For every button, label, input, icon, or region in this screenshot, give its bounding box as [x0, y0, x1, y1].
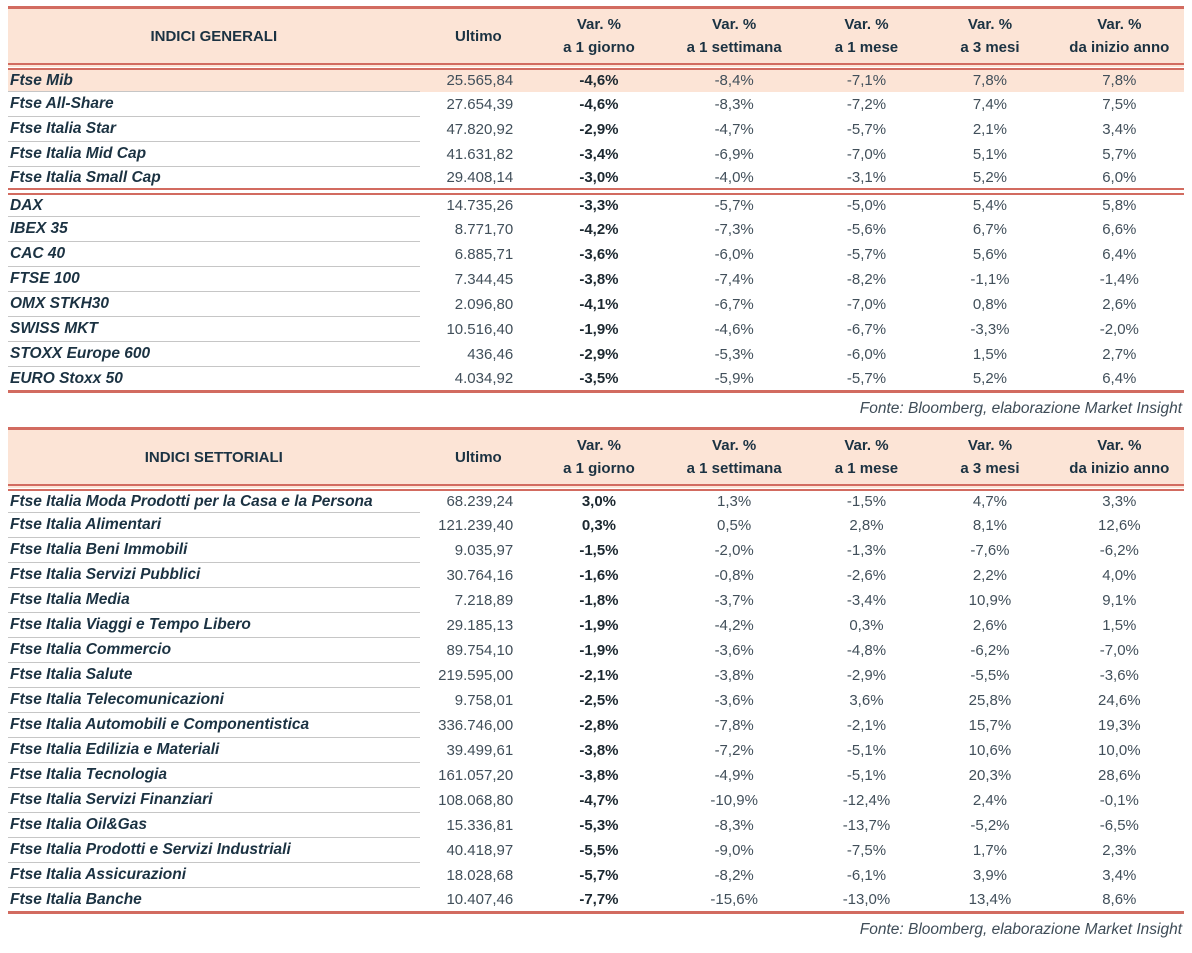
- ultimo-value: 25.565,84: [420, 67, 538, 92]
- var-value: 8,6%: [1055, 888, 1184, 913]
- index-name: Ftse Italia Mid Cap: [8, 142, 420, 167]
- var-value: -8,3%: [714, 816, 754, 834]
- var-value: 5,7%: [1102, 145, 1137, 163]
- table-title: INDICI SETTORIALI: [8, 429, 420, 488]
- table-row: [8, 317, 1184, 342]
- table-row: [8, 763, 1184, 788]
- ultimo-value: 161.057,20: [438, 766, 514, 784]
- var-value: -5,5%: [970, 666, 1010, 684]
- ultimo-value: 10.407,46: [420, 888, 538, 913]
- var-value: 7,4%: [972, 95, 1008, 113]
- var-value: -3,8%: [579, 766, 619, 784]
- table-row: [8, 563, 1184, 588]
- ultimo-value: 2.096,80: [454, 295, 514, 313]
- var-value: -1,5%: [846, 493, 887, 511]
- column-header-var-4: Var. % da inizio anno: [1055, 429, 1184, 488]
- var-value: -3,8%: [579, 270, 619, 288]
- var-value: -6,7%: [714, 295, 754, 313]
- table-row: [8, 538, 1184, 563]
- var-value: -8,2%: [846, 270, 887, 288]
- source-note: Fonte: Bloomberg, elaborazione Market Insight: [859, 921, 1182, 938]
- var-value: 2,6%: [1102, 295, 1137, 313]
- var-value: -5,1%: [846, 766, 887, 784]
- var-value: 3,6%: [849, 691, 884, 709]
- var-value: -5,3%: [714, 345, 754, 363]
- var-value: -2,5%: [579, 691, 619, 709]
- index-name: Ftse Italia Beni Immobili: [8, 538, 420, 563]
- var-value: 3,4%: [1102, 120, 1137, 138]
- column-header-var-2: Var. % a 1 mese: [808, 429, 926, 488]
- index-name: Ftse Italia Alimentari: [8, 513, 420, 538]
- var-value: 7,8%: [925, 67, 1054, 92]
- var-value: 0,3%: [581, 516, 617, 534]
- var-value: 4,7%: [972, 493, 1008, 511]
- var-value: -7,4%: [714, 270, 754, 288]
- var-value: 5,2%: [925, 367, 1054, 392]
- var-value: -4,9%: [714, 766, 754, 784]
- index-name: CAC 40: [8, 242, 420, 267]
- var-value: -4,1%: [579, 295, 619, 313]
- var-value: -9,0%: [714, 841, 754, 859]
- ultimo-value: 14.735,26: [446, 197, 514, 215]
- var-value: -2,9%: [579, 120, 619, 138]
- index-name: Ftse Italia Viaggi e Tempo Libero: [8, 613, 420, 638]
- ultimo-value: 4.034,92: [420, 367, 538, 392]
- var-value: -2,1%: [579, 666, 619, 684]
- table-row: [8, 142, 1184, 167]
- index-name: DAX: [8, 192, 420, 217]
- market-indices-report: [8, 6, 1184, 948]
- ultimo-value: 15.336,81: [446, 816, 514, 834]
- index-name: IBEX 35: [8, 217, 420, 242]
- var-value: 1,5%: [972, 345, 1008, 363]
- var-value: 12,6%: [1098, 516, 1141, 534]
- index-name: FTSE 100: [8, 267, 420, 292]
- var-value: 20,3%: [968, 766, 1012, 784]
- var-value: -2,0%: [1099, 320, 1139, 338]
- var-value: -3,6%: [1099, 666, 1139, 684]
- var-value: -7,0%: [846, 145, 887, 163]
- var-value: -5,7%: [714, 197, 754, 215]
- var-value: 6,7%: [972, 220, 1008, 238]
- ultimo-value: 68.239,24: [446, 493, 514, 511]
- var-value: -8,4%: [661, 67, 808, 92]
- ultimo-value: 121.239,40: [438, 516, 514, 534]
- table-row: [8, 713, 1184, 738]
- var-value: 4,0%: [1102, 566, 1137, 584]
- ultimo-value: 7.218,89: [454, 591, 514, 609]
- var-value: -1,4%: [1099, 270, 1139, 288]
- var-value: 3,4%: [1102, 866, 1137, 884]
- var-value: -7,8%: [714, 716, 754, 734]
- var-value: 9,1%: [1102, 591, 1137, 609]
- var-value: -5,7%: [846, 245, 887, 263]
- index-name: Ftse Italia Tecnologia: [8, 763, 420, 788]
- var-value: -6,9%: [714, 145, 754, 163]
- table-row: [8, 663, 1184, 688]
- var-value: 1,7%: [972, 841, 1008, 859]
- ultimo-value: 9.758,01: [454, 691, 514, 709]
- var-value: -1,9%: [579, 641, 619, 659]
- index-name: Ftse Italia Automobili e Componentistica: [8, 713, 420, 738]
- var-value: -2,0%: [714, 541, 754, 559]
- var-value: 6,4%: [1102, 245, 1137, 263]
- ultimo-value: 89.754,10: [446, 641, 514, 659]
- var-value: 5,2%: [925, 167, 1054, 192]
- var-value: -5,2%: [970, 816, 1010, 834]
- var-value: 5,1%: [972, 145, 1008, 163]
- table-row: [8, 588, 1184, 613]
- var-value: -0,8%: [714, 566, 754, 584]
- var-value: -6,7%: [846, 320, 887, 338]
- index-name: EURO Stoxx 50: [8, 367, 420, 392]
- ultimo-value: 29.408,14: [420, 167, 538, 192]
- var-value: -1,6%: [579, 566, 619, 584]
- var-value: -3,0%: [537, 167, 660, 192]
- column-header-var-3: Var. % a 3 mesi: [925, 8, 1054, 67]
- ultimo-value: 9.035,97: [454, 541, 514, 559]
- column-header-ultimo: Ultimo: [420, 8, 538, 67]
- index-name: Ftse Italia Oil&Gas: [8, 813, 420, 838]
- var-value: -4,7%: [579, 791, 619, 809]
- header-row: [8, 429, 1184, 488]
- table-row: [8, 192, 1184, 217]
- index-name: Ftse All-Share: [8, 92, 420, 117]
- var-value: -6,2%: [1099, 541, 1139, 559]
- column-header-var-1: Var. % a 1 settimana: [661, 429, 808, 488]
- ultimo-value: 30.764,16: [446, 566, 514, 584]
- var-value: -13,0%: [808, 888, 926, 913]
- var-value: 5,8%: [1102, 197, 1137, 215]
- var-value: -7,2%: [846, 95, 887, 113]
- var-value: 0,8%: [972, 295, 1008, 313]
- var-value: -6,2%: [970, 641, 1010, 659]
- index-name: Ftse Italia Servizi Pubblici: [8, 563, 420, 588]
- source-note: Fonte: Bloomberg, elaborazione Market Insight: [859, 400, 1182, 417]
- table-row: [8, 342, 1184, 367]
- ultimo-value: 436,46: [467, 345, 514, 363]
- ultimo-value: 47.820,92: [446, 120, 514, 138]
- var-value: -2,1%: [846, 716, 887, 734]
- var-value: -4,8%: [846, 641, 887, 659]
- var-value: -3,6%: [714, 691, 754, 709]
- index-name: SWISS MKT: [8, 317, 420, 342]
- var-value: -4,6%: [579, 95, 619, 113]
- var-value: 24,6%: [1098, 691, 1141, 709]
- index-name: OMX STKH30: [8, 292, 420, 317]
- var-value: -6,0%: [714, 245, 754, 263]
- var-value: -5,0%: [846, 197, 887, 215]
- var-value: -5,7%: [846, 120, 887, 138]
- table-row: [8, 638, 1184, 663]
- var-value: 2,7%: [1102, 345, 1137, 363]
- index-name: Ftse Italia Salute: [8, 663, 420, 688]
- ultimo-value: 40.418,97: [446, 841, 514, 859]
- var-value: 13,4%: [925, 888, 1054, 913]
- var-value: 8,1%: [972, 516, 1008, 534]
- ultimo-value: 29.185,13: [446, 616, 514, 634]
- table-row: [8, 292, 1184, 317]
- var-value: -2,8%: [579, 716, 619, 734]
- var-value: -1,8%: [579, 591, 619, 609]
- var-value: -7,6%: [970, 541, 1010, 559]
- var-value: -4,6%: [537, 67, 660, 92]
- var-value: -1,3%: [846, 541, 887, 559]
- var-value: 2,4%: [972, 791, 1008, 809]
- column-header-var-0: Var. % a 1 giorno: [537, 8, 660, 67]
- ultimo-value: 336.746,00: [438, 716, 514, 734]
- var-value: -7,5%: [846, 841, 887, 859]
- var-value: -6,1%: [846, 866, 887, 884]
- var-value: -5,7%: [579, 866, 619, 884]
- var-value: 2,2%: [972, 566, 1008, 584]
- var-value: -5,1%: [846, 741, 887, 759]
- var-value: -4,7%: [714, 120, 754, 138]
- table-row: [8, 863, 1184, 888]
- table-row: [8, 688, 1184, 713]
- table-row: [8, 67, 1184, 92]
- var-value: -15,6%: [661, 888, 808, 913]
- ultimo-value: 10.516,40: [446, 320, 514, 338]
- var-value: 7,8%: [1055, 67, 1184, 92]
- table-row: [8, 813, 1184, 838]
- var-value: -4,0%: [661, 167, 808, 192]
- var-value: -3,8%: [579, 741, 619, 759]
- ultimo-value: 39.499,61: [446, 741, 514, 759]
- ultimo-value: 219.595,00: [438, 666, 514, 684]
- var-value: -5,9%: [661, 367, 808, 392]
- column-header-var-1: Var. % a 1 settimana: [661, 8, 808, 67]
- table-row: [8, 488, 1184, 513]
- var-value: -3,8%: [714, 666, 754, 684]
- var-value: 5,4%: [972, 197, 1008, 215]
- var-value: -3,6%: [714, 641, 754, 659]
- var-value: -4,2%: [714, 616, 754, 634]
- indici-settoriali-table: [8, 427, 1184, 914]
- var-value: -1,5%: [579, 541, 619, 559]
- table-row: [8, 838, 1184, 863]
- var-value: -5,5%: [579, 841, 619, 859]
- var-value: 10,6%: [968, 741, 1012, 759]
- indici-generali-table: [8, 6, 1184, 393]
- index-name: Ftse Italia Servizi Finanziari: [8, 788, 420, 813]
- index-name: Ftse Italia Moda Prodotti per la Casa e la Persona: [8, 488, 420, 513]
- var-value: 2,8%: [849, 516, 884, 534]
- var-value: -7,7%: [537, 888, 660, 913]
- var-value: 6,4%: [1055, 367, 1184, 392]
- var-value: 6,0%: [1055, 167, 1184, 192]
- var-value: -2,9%: [579, 345, 619, 363]
- var-value: -3,3%: [579, 197, 619, 215]
- var-value: -3,3%: [970, 320, 1010, 338]
- index-name: Ftse Mib: [8, 67, 420, 92]
- var-value: 10,9%: [968, 591, 1012, 609]
- var-value: 3,9%: [972, 866, 1008, 884]
- ultimo-value: 7.344,45: [454, 270, 514, 288]
- index-name: Ftse Italia Telecomunicazioni: [8, 688, 420, 713]
- table-row: [8, 117, 1184, 142]
- table-row: [8, 267, 1184, 292]
- table-row: [8, 788, 1184, 813]
- var-value: 25,8%: [968, 691, 1012, 709]
- column-header-var-2: Var. % a 1 mese: [808, 8, 926, 67]
- var-value: -6,0%: [846, 345, 887, 363]
- var-value: -7,1%: [808, 67, 926, 92]
- var-value: -3,1%: [808, 167, 926, 192]
- var-value: -8,3%: [714, 95, 754, 113]
- table-row: [8, 92, 1184, 117]
- var-value: 1,5%: [1102, 616, 1137, 634]
- ultimo-value: 41.631,82: [446, 145, 514, 163]
- table-row: [8, 513, 1184, 538]
- var-value: 6,6%: [1102, 220, 1137, 238]
- var-value: 2,3%: [1102, 841, 1137, 859]
- table-row: [8, 888, 1184, 913]
- column-header-var-3: Var. % a 3 mesi: [925, 429, 1054, 488]
- column-header-var-0: Var. % a 1 giorno: [537, 429, 660, 488]
- ultimo-value: 8.771,70: [454, 220, 514, 238]
- var-value: 0,5%: [717, 516, 752, 534]
- table-row: [8, 217, 1184, 242]
- var-value: 28,6%: [1098, 766, 1141, 784]
- ultimo-value: 6.885,71: [454, 245, 514, 263]
- table-row: [8, 167, 1184, 192]
- var-value: -5,7%: [808, 367, 926, 392]
- var-value: -7,3%: [714, 220, 754, 238]
- table-title: INDICI GENERALI: [8, 8, 420, 67]
- index-name: Ftse Italia Assicurazioni: [8, 863, 420, 888]
- var-value: -12,4%: [842, 791, 891, 809]
- var-value: -0,1%: [1099, 791, 1139, 809]
- var-value: -6,5%: [1099, 816, 1139, 834]
- table-row: [8, 242, 1184, 267]
- var-value: 7,5%: [1102, 95, 1137, 113]
- ultimo-value: 108.068,80: [438, 791, 514, 809]
- column-header-ultimo: Ultimo: [420, 429, 538, 488]
- var-value: 19,3%: [1098, 716, 1141, 734]
- var-value: -3,7%: [714, 591, 754, 609]
- var-value: -7,2%: [714, 741, 754, 759]
- index-name: Ftse Italia Media: [8, 588, 420, 613]
- index-name: Ftse Italia Commercio: [8, 638, 420, 663]
- index-name: Ftse Italia Edilizia e Materiali: [8, 738, 420, 763]
- var-value: -7,0%: [846, 295, 887, 313]
- var-value: -4,6%: [714, 320, 754, 338]
- var-value: -1,9%: [579, 320, 619, 338]
- index-name: Ftse Italia Prodotti e Servizi Industriali: [8, 838, 420, 863]
- var-value: 5,6%: [972, 245, 1008, 263]
- var-value: -5,3%: [579, 816, 619, 834]
- var-value: 3,0%: [581, 493, 617, 511]
- var-value: 15,7%: [968, 716, 1012, 734]
- var-value: -1,1%: [970, 270, 1010, 288]
- var-value: -3,4%: [846, 591, 887, 609]
- var-value: 10,0%: [1098, 741, 1141, 759]
- var-value: 1,3%: [717, 493, 752, 511]
- var-value: 3,3%: [1102, 493, 1137, 511]
- column-header-var-4: Var. % da inizio anno: [1055, 8, 1184, 67]
- index-name: Ftse Italia Star: [8, 117, 420, 142]
- var-value: -7,0%: [1099, 641, 1139, 659]
- table-row: [8, 367, 1184, 392]
- var-value: 0,3%: [849, 616, 884, 634]
- index-name: Ftse Italia Small Cap: [8, 167, 420, 192]
- var-value: -3,5%: [537, 367, 660, 392]
- var-value: -13,7%: [842, 816, 891, 834]
- ultimo-value: 18.028,68: [446, 866, 514, 884]
- var-value: 2,1%: [972, 120, 1008, 138]
- var-value: -2,6%: [846, 566, 887, 584]
- var-value: -1,9%: [579, 616, 619, 634]
- header-row: [8, 8, 1184, 67]
- var-value: -3,4%: [579, 145, 619, 163]
- var-value: 2,6%: [972, 616, 1008, 634]
- var-value: -10,9%: [710, 791, 758, 809]
- var-value: -8,2%: [714, 866, 754, 884]
- table-row: [8, 738, 1184, 763]
- var-value: -3,6%: [579, 245, 619, 263]
- index-name: Ftse Italia Banche: [8, 888, 420, 913]
- ultimo-value: 27.654,39: [446, 95, 514, 113]
- var-value: -4,2%: [579, 220, 619, 238]
- index-name: STOXX Europe 600: [8, 342, 420, 367]
- var-value: -2,9%: [846, 666, 887, 684]
- table-row: [8, 613, 1184, 638]
- var-value: -5,6%: [846, 220, 887, 238]
